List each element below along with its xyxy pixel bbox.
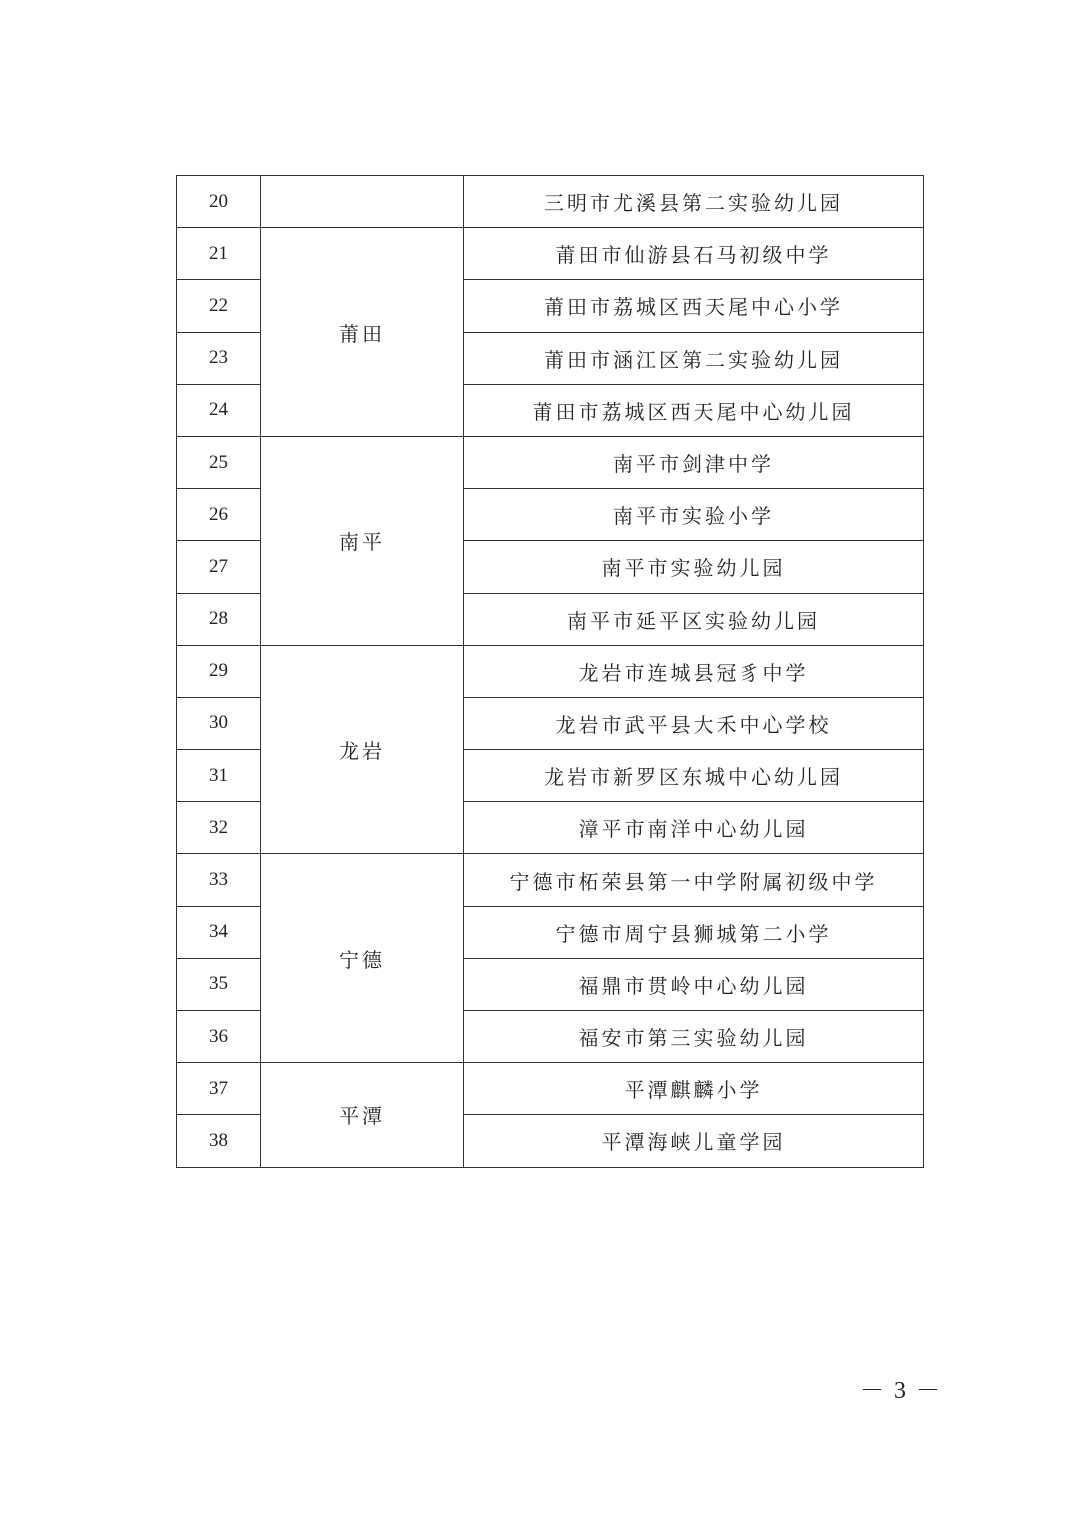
table-row (177, 176, 924, 228)
row-number: 38 (177, 1115, 261, 1167)
row-number: 34 (177, 906, 261, 958)
school-name: 龙岩市新罗区东城中心幼儿园 (464, 750, 924, 802)
row-number: 20 (177, 176, 261, 228)
table-row (177, 854, 924, 906)
school-name: 福安市第三实验幼儿园 (464, 1011, 924, 1063)
row-number: 32 (177, 802, 261, 854)
row-number: 21 (177, 228, 261, 280)
school-name: 南平市剑津中学 (464, 436, 924, 488)
school-name: 平潭海峡儿童学园 (464, 1115, 924, 1167)
school-name: 龙岩市武平县大禾中心学校 (464, 697, 924, 749)
row-number: 26 (177, 489, 261, 541)
row-number: 31 (177, 750, 261, 802)
school-name: 莆田市仙游县石马初级中学 (464, 228, 924, 280)
school-name: 南平市延平区实验幼儿园 (464, 593, 924, 645)
school-name: 南平市实验幼儿园 (464, 541, 924, 593)
region-cell: 龙岩 (261, 645, 464, 854)
table-row (177, 645, 924, 697)
row-number: 22 (177, 280, 261, 332)
table-row (177, 436, 924, 488)
row-number: 23 (177, 332, 261, 384)
row-number: 36 (177, 1011, 261, 1063)
region-cell: 平潭 (261, 1063, 464, 1167)
region-cell: 宁德 (261, 854, 464, 1063)
school-name: 莆田市荔城区西天尾中心小学 (464, 280, 924, 332)
school-name: 宁德市周宁县狮城第二小学 (464, 906, 924, 958)
row-number: 35 (177, 958, 261, 1010)
region-cell (261, 176, 464, 228)
school-name: 南平市实验小学 (464, 489, 924, 541)
school-name: 莆田市涵江区第二实验幼儿园 (464, 332, 924, 384)
school-name: 宁德市柘荣县第一中学附属初级中学 (464, 854, 924, 906)
row-number: 27 (177, 541, 261, 593)
region-cell: 南平 (261, 436, 464, 645)
row-number: 29 (177, 645, 261, 697)
table-row (177, 228, 924, 280)
school-name: 平潭麒麟小学 (464, 1063, 924, 1115)
table-row (177, 1063, 924, 1115)
school-name: 漳平市南洋中心幼儿园 (464, 802, 924, 854)
school-list-table (176, 175, 924, 1168)
row-number: 30 (177, 697, 261, 749)
page-number: －3－ (860, 1378, 950, 1404)
row-number: 37 (177, 1063, 261, 1115)
school-name: 莆田市荔城区西天尾中心幼儿园 (464, 384, 924, 436)
row-number: 28 (177, 593, 261, 645)
region-cell: 莆田 (261, 228, 464, 437)
row-number: 25 (177, 436, 261, 488)
row-number: 24 (177, 384, 261, 436)
school-name: 福鼎市贯岭中心幼儿园 (464, 958, 924, 1010)
school-name: 三明市尤溪县第二实验幼儿园 (464, 176, 924, 228)
row-number: 33 (177, 854, 261, 906)
school-name: 龙岩市连城县冠豸中学 (464, 645, 924, 697)
